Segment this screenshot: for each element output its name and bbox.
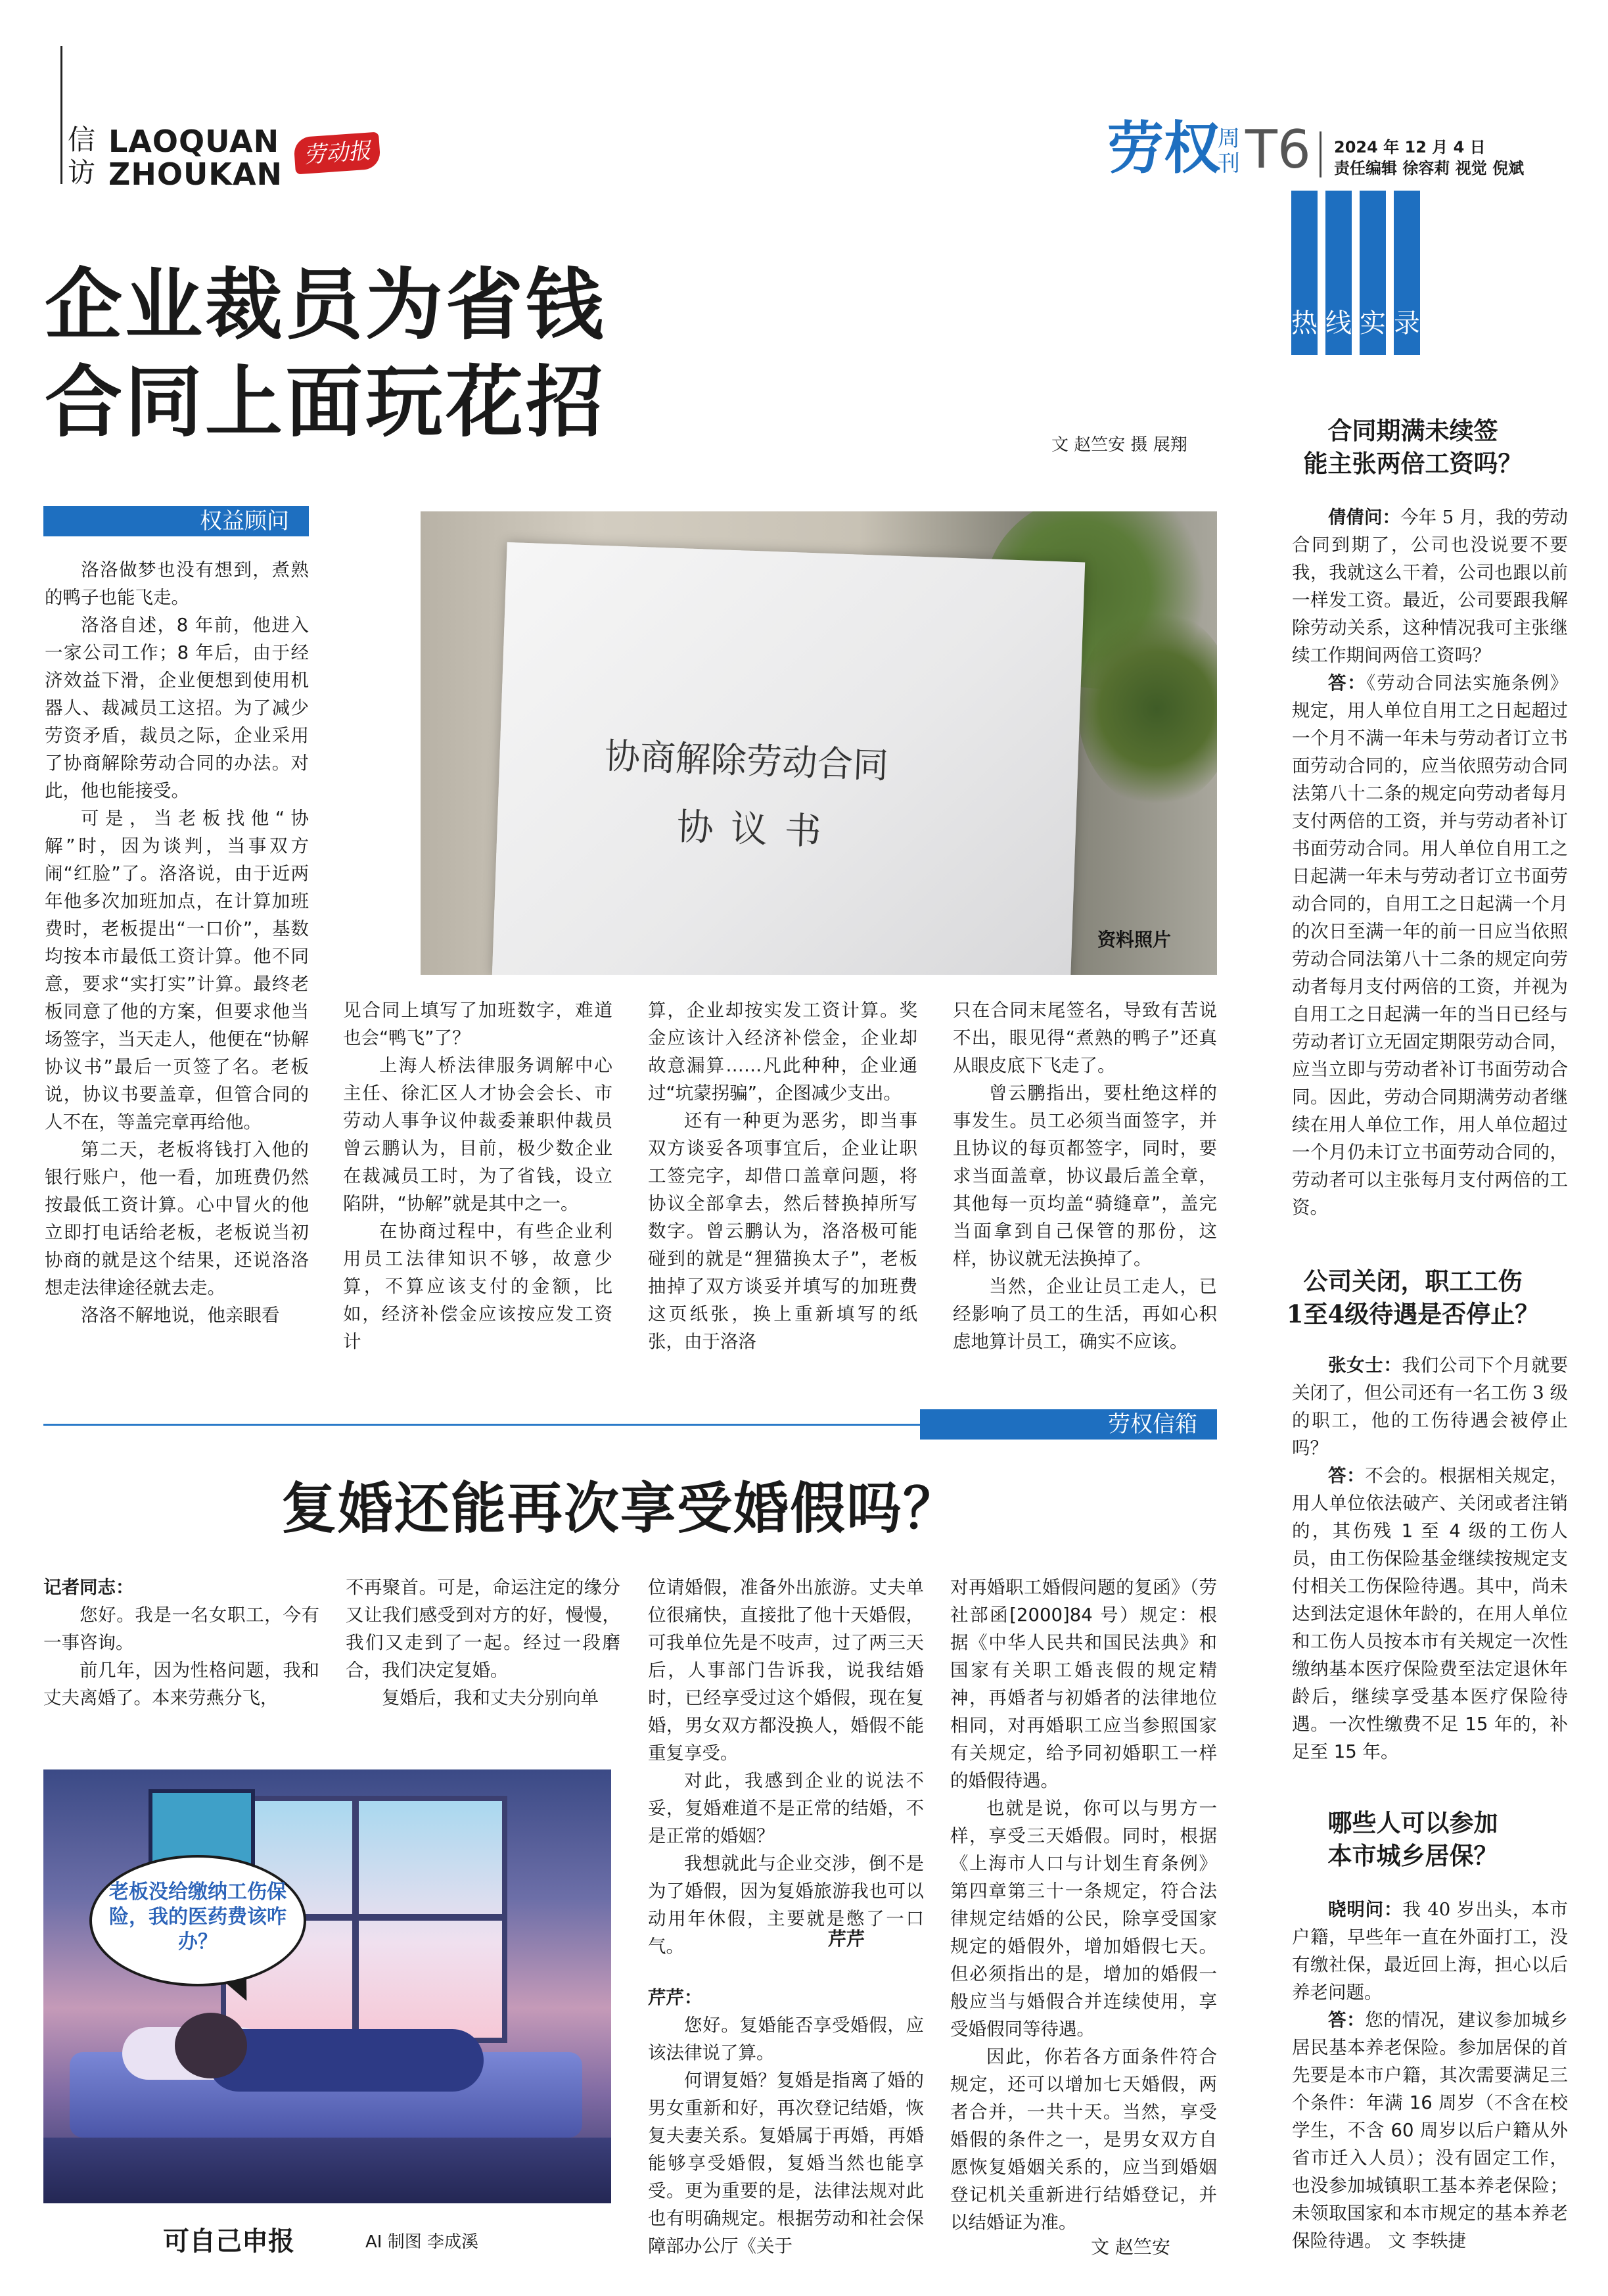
editor-credit: 责任编辑 徐容莉 视觉 倪斌 — [1334, 159, 1525, 177]
illustration-title: 可自己申报 — [163, 2226, 294, 2257]
paragraph: 在协商过程中，有些企业利用员工法律知识不够，故意少算，不算应该支付的金额，比如，经济补偿金应该按应发工资计 — [343, 1221, 612, 1352]
illustration-credit: AI 制图 李成溪 — [365, 2232, 478, 2252]
answer-text: 不会的。根据相关规定，用人单位依法破产、关闭或者注销的，其伤残 1 至 4 级的工伤人员，由工伤保险基金继续按规定支付相关工伤保险待遇。其中，尚未达到法定退休年龄的，在用人单位和工伤人员按本市有关规定一次性缴纳基本医疗保险费至法定退休年龄后，继续享受基本医疗保险待遇。一次性缴费不足 15 年的，补足至 15 年。 — [1292, 1465, 1568, 1762]
article1-column-2 — [343, 996, 612, 1355]
title-line: 1至4级待遇是否停止？ — [1286, 1300, 1540, 1328]
question-name: 晓明问： — [1328, 1899, 1403, 1920]
hotline-q1-body — [1292, 504, 1568, 1221]
answer-label: 答： — [1328, 1465, 1366, 1486]
masthead-latin-title: LAOQUAN ZHOUKAN — [108, 124, 283, 192]
issue-date: 2024 年 12 月 4 日 — [1334, 138, 1486, 156]
answer-label: 答： — [1328, 672, 1367, 693]
section-zhoukan: 周刊 — [1218, 126, 1240, 177]
hotline-q1-title — [1281, 414, 1544, 480]
paragraph: 上海人桥法律服务调解中心主任、徐汇区人才协会会长、市劳动人事争议仲裁委兼职仲裁员曾云鹏认为，目前，极少数企业在裁减员工时，为了省钱，设立陷阱，“协解”就是其中之一。 — [343, 1055, 612, 1214]
question-text: 今年 5 月，我的劳动合同到期了，公司也没说要不要我，我就这么干着，公司也跟以前一样发工资。最近，公司要跟我解除劳动关系，这种情况我可主张继续工作期间两倍工资吗？ — [1292, 507, 1569, 666]
paragraph: 洛洛做梦也没有想到，煮熟的鸭子也能飞走。 — [45, 559, 309, 608]
answer-text: 《劳动合同法实施条例》规定，用人单位自用工之日起超过一个月不满一年未与劳动者订立书面劳动合同的，应当依照劳动合同法第八十二条的规定向劳动者每月支付两倍的工资，并与劳动者补订书面劳动合同。用人单位自用工之日起满一年未与劳动者订立书面劳动合同的，自用工之日起满一个月的次日至满一年的前一日应当依照劳动合同法第八十二条的规定向劳动者每月支付两倍的工资，并视为自用工之日起满一年的当日已经与劳动者订立无固定期限劳动合同，应当立即与劳动者补订书面劳动合同。因此，劳动合同期满劳动者继续在用人单位工作，用人单位超过一个月仍未订立书面劳动合同的，劳动者可以主张每月支付两倍的工资。 — [1292, 672, 1569, 1218]
paragraph: 复婚后，我和丈夫分别向单 — [382, 1687, 599, 1708]
photo-caption: 资料照片 — [1097, 929, 1172, 950]
paragraph: 当然，企业让员工走人，已经影响了员工的生活，再如心积虑地算计员工，确实不应该。 — [953, 1276, 1217, 1352]
title-line: 公司关闭，职工工伤 — [1303, 1267, 1523, 1296]
question-name: 张女士： — [1328, 1355, 1402, 1376]
article2-column-3 — [648, 1574, 924, 1960]
article1-column-4 — [953, 996, 1217, 1355]
question-text: 我 40 岁出头，本市户籍，早些年一直在外面打工，没有缴社保，最近回上海，担心以后养老问题。 — [1292, 1899, 1568, 2003]
hotline-answer — [1292, 1462, 1568, 1766]
patient-head — [175, 2013, 247, 2078]
masthead-rule — [60, 46, 62, 184]
agreement-subtitle: 协议书 — [676, 805, 839, 855]
hotline-answer — [1292, 2006, 1568, 2255]
paragraph: 对此，我感到企业的说法不妥，复婚难道不是正常的结婚，不是正常的婚姻？ — [648, 1770, 924, 1846]
paragraph: 还有一种更为恶劣，即当事双方谈妥各项事宜后，企业让职工签完字，却借口盖章问题，将协议全部拿去，然后替换掉所写数字。曾云鹏认为，洛洛极可能碰到的就是“狸猫换太子”，老板抽掉了双方谈妥并填写的加班费这页纸张，换上重新填写的纸张，由于洛洛 — [648, 1110, 917, 1352]
headline-line: 合同上面玩花招 — [45, 356, 607, 448]
hotline-tag-char: 实 — [1360, 308, 1386, 339]
paragraph: 不再聚首。可是，命运注定的缘分又让我们感受到对方的好，慢慢，我们又走到了一起。经过一段磨合，我们决定复婚。 — [346, 1577, 620, 1681]
q3-byline: 文 李轶捷 — [1388, 2230, 1466, 2251]
question-text: 我们公司下个月就要关闭了，但公司还有一名工伤 3 级的职工，他的工伤待遇会被停止吗？ — [1292, 1355, 1568, 1459]
article1-photo — [421, 511, 1217, 975]
patient-body — [208, 2029, 484, 2092]
paragraph: 见合同上填写了加班数字，难道也会“鸭飞”了？ — [343, 1000, 612, 1048]
question-name: 倩倩问： — [1328, 507, 1401, 528]
page-number: T6 — [1245, 119, 1311, 180]
agreement-title: 协商解除劳动合同 — [604, 735, 889, 787]
title-line: 能主张两倍工资吗？ — [1303, 449, 1523, 478]
paragraph: 第二天，老板将钱打入他的银行账户，他一看，加班费仍然按最低工资计算。心中冒火的他立即打电话给老板，老板说当初协商的就是这个结果，还说洛洛想走法律途径就去走。 — [45, 1139, 309, 1298]
paragraph: 也就是说，你可以与男方一样，享受三天婚假。同时，根据《上海市人口与计划生育条例》第四章第三十一条规定，符合法律规定结婚的公民，除享受国家规定的婚假外，增加婚假七天。但必须指出的是，增加的婚假一般应当与婚假合并连续使用，享受婚假同等待遇。 — [950, 1798, 1217, 2040]
paragraph: 我想就此与企业交涉，倒不是为了婚假，因为复婚旅游我也可以动用年休假，主要就是憋了一口气。 — [648, 1853, 924, 1957]
article1-column-1 — [45, 556, 309, 1329]
paragraph: 因此，你若各方面条件符合规定，还可以增加七天婚假，两者合并，一共十天。当然，享受婚假的条件之一，是男女双方自愿恢复婚姻关系的，应当到婚姻登记机关重新进行结婚登记，并以结婚证为准。 — [950, 2046, 1217, 2233]
hotline-q2-body — [1292, 1351, 1568, 1766]
newspaper-logo: 劳动报 — [293, 132, 381, 175]
floor-shape — [43, 2138, 611, 2203]
paragraph: 何谓复婚？复婚是指离了婚的男女重新和好，再次登记结婚，恢复夫妻关系。复婚属于再婚，再婚能够享受婚假，复婚当然也能享受。更为重要的是，法律法规对此也有明确规定。根据劳动和社会保障部办公厅《关于 — [648, 2070, 924, 2257]
hotline-question — [1292, 1351, 1568, 1462]
hotline-question — [1292, 504, 1568, 669]
hotline-question — [1292, 1896, 1568, 2006]
answer-label: 答： — [1328, 2009, 1366, 2030]
paragraph: 您好。复婚能否享受婚假，应该法律说了算。 — [648, 2015, 924, 2063]
hotline-q3-body — [1292, 1896, 1568, 2255]
paragraph: 只在合同末尾签名，导致有苦说不出，眼见得“煮熟的鸭子”还真从眼皮底下飞走了。 — [953, 1000, 1217, 1076]
title-line: 本市城乡居保？ — [1327, 1841, 1498, 1870]
speech-bubble: 老板没给缴纳工伤保险，我的医药费该咋办？ — [89, 1855, 306, 1986]
paragraph: 曾云鹏指出，要杜绝这样的事发生。员工必须当面签字，并且协议的每页都签字，同时，要求当面盖章，协议最后盖全章，其他每一页均盖“骑缝章”，盖完当面拿到自己保管的那份，这样，协议就无法换掉了。 — [953, 1083, 1217, 1269]
hotline-tag-char: 线 — [1325, 308, 1352, 339]
paragraph: 洛洛自述，8 年前，他进入一家公司工作；8 年后，由于经济效益下滑，企业便想到使用机器人、裁减员工这招。为了减少劳资矛盾，裁员之际，企业采用了协商解除劳动合同的办法。对此，他也能接受。 — [45, 615, 309, 801]
hotline-tag-char: 录 — [1394, 308, 1420, 339]
masthead-xinfang: 信访 — [68, 124, 96, 189]
headline-line: 企业裁员为省钱 — [45, 259, 607, 350]
answer-text: 您的情况，建议参加城乡居民基本养老保险。参加居保的首先要是本市户籍，其次需要满足三个条件：年满 16 周岁（不含在校学生，不含 60 周岁以后户籍从外省市迁入人员）；没有固定工作，也没参加城镇职工基本养老保险；未领取国家和本市规定的基本养老保险待遇。 — [1292, 2009, 1568, 2251]
article2-reply — [648, 1984, 924, 2260]
article2-byline: 文 赵竺安 — [1091, 2236, 1170, 2258]
article1-column-3 — [648, 996, 917, 1355]
article1-headline — [45, 256, 606, 451]
article2-column-4 — [950, 1574, 1217, 2236]
article2-headline: 复婚还能再次享受婚假吗？ — [281, 1476, 960, 1541]
paragraph: 算，企业却按实发工资计算。奖金应该计入经济补偿金，企业却故意漏算……凡此种种，企业通过“坑蒙拐骗”，企图减少支出。 — [648, 1000, 917, 1104]
paragraph: 洛洛不解地说，他亲眼看 — [81, 1305, 280, 1326]
section-brand: 劳权 — [1107, 116, 1220, 181]
article1-byline: 文 赵竺安 摄 展翔 — [1051, 435, 1187, 455]
hotline-q3-title — [1281, 1806, 1544, 1872]
salutation: 记者同志： — [43, 1577, 134, 1598]
title-line: 哪些人可以参加 — [1327, 1808, 1498, 1837]
hotline-tag-char: 热 — [1291, 308, 1318, 339]
paragraph: 您好。我是一名女职工，今有一事咨询。 — [43, 1605, 319, 1653]
hotline-q2-title — [1281, 1265, 1544, 1330]
masthead-separator — [1320, 131, 1321, 177]
hotline-answer — [1292, 669, 1568, 1221]
section-label-quanyi: 权益顾问 — [43, 506, 309, 536]
reply-salutation: 芹芹： — [648, 1987, 702, 2008]
letter-signature: 芹芹 — [828, 1928, 865, 1950]
paragraph: 可是，当老板找他“协解”时，因为谈判，当事双方闹“红脸”了。洛洛说，由于近两年他多次加班加点，在计算加班费时，老板提出“一口价”，基数均按本市最低工资计算。他不同意，要求“实打实”计算。最终老板同意了他的方案，但要求他当场签字，当天走人，他便在“协解协议书”最后一页签了名。老板说，协议书要盖章，但管合同的人不在，等盖完章再给他。 — [45, 808, 309, 1133]
title-line: 合同期满未续签 — [1327, 416, 1498, 445]
paragraph: 对再婚职工婚假问题的复函》（劳社部函[2000]84 号）规定：根据《中华人民共和国民法典》和国家有关职工婚丧假的规定精神，再婚者与初婚者的法律地位相同，对再婚职工应当参照国家有关规定，给予同初婚职工一样的婚假待遇。 — [950, 1577, 1217, 1791]
ai-illustration — [43, 1769, 611, 2203]
section-divider — [43, 1424, 963, 1426]
section-label-laoquan-xinxiang: 劳权信箱 — [920, 1409, 1217, 1440]
article2-column-2 — [346, 1574, 620, 1712]
article2-column-1 — [43, 1574, 319, 1712]
paragraph: 前几年，因为性格问题，我和丈夫离婚了。本来劳燕分飞， — [43, 1660, 319, 1708]
paragraph: 位请婚假，准备外出旅游。丈夫单位很痛快，直接批了他十天婚假，可我单位先是不吱声，过了两三天后，人事部门告诉我，说我结婚时，已经享受过这个婚假，现在复婚，男女双方都没换人，婚假不能重复享受。 — [648, 1577, 924, 1764]
